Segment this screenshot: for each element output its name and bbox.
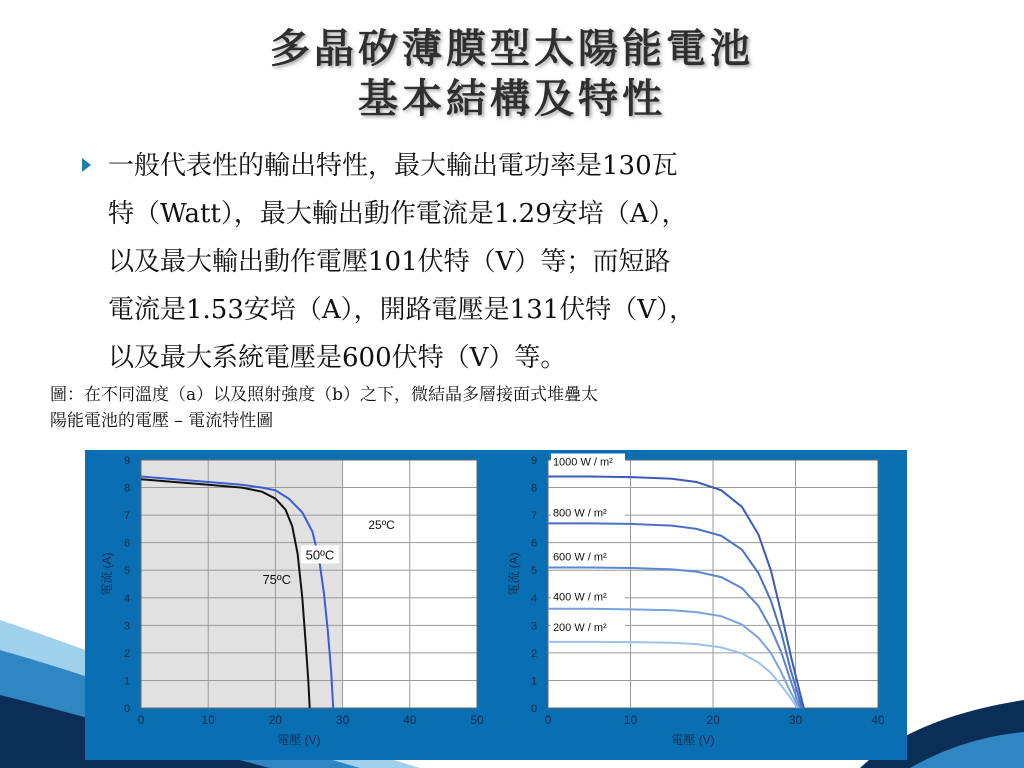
x-tick-label: 20: [268, 713, 283, 727]
slide-title-line-1: 多晶矽薄膜型太陽能電池: [270, 26, 754, 72]
slide-title: [0, 24, 1024, 124]
x-tick-label: 10: [201, 713, 215, 727]
x-tick-label: 50: [470, 713, 484, 727]
x-tick-label: 20: [706, 713, 720, 727]
y-tick-label: 5: [123, 565, 131, 578]
bullet-line: 一般代表性的輸出特性，最大輸出電功率是130瓦: [108, 151, 678, 181]
y-tick-label: 6: [123, 537, 131, 550]
x-tick-label: 0: [544, 713, 552, 727]
series-label-50c: 50ºC: [305, 547, 335, 563]
y-tick-label: 8: [123, 482, 131, 495]
caption-line-2: 陽能電池的電壓 – 電流特性圖: [50, 411, 274, 431]
y-tick-label: 8: [530, 482, 538, 495]
y-tick-label: 4: [530, 592, 538, 605]
x-tick-label: 40: [871, 713, 885, 727]
x-tick-label: 40: [403, 713, 417, 727]
y-axis-label: 電流 (A): [100, 552, 114, 596]
y-tick-label: 2: [123, 647, 131, 660]
iv-charts: [85, 450, 907, 760]
x-tick-label: 10: [623, 713, 638, 727]
y-tick-label: 4: [123, 592, 131, 605]
y-tick-label: 0: [123, 703, 131, 715]
y-tick-label: 7: [530, 510, 538, 523]
bullet-arrow-icon: [82, 158, 91, 172]
y-tick-label: 9: [123, 455, 131, 467]
x-tick-label: 30: [335, 713, 350, 727]
series-label: 200 W / m²: [552, 621, 607, 634]
series-label: 800 W / m²: [552, 507, 607, 520]
y-tick-label: 3: [530, 620, 538, 633]
y-tick-label: 2: [530, 647, 538, 660]
y-tick-label: 0: [530, 703, 538, 715]
series-label: 1000 W / m²: [552, 456, 613, 469]
iv-characteristic-figure: [85, 450, 907, 760]
bullet-line: 特（Watt），最大輸出動作電流是1.29安培（A），: [108, 199, 688, 229]
series-label: 600 W / m²: [552, 551, 607, 564]
y-tick-label: 9: [530, 455, 538, 467]
x-axis-label: 電壓 (V): [671, 733, 715, 747]
series-label-75c: 75ºC: [262, 572, 292, 587]
x-tick-label: 30: [788, 713, 803, 727]
x-tick-label: 0: [137, 713, 145, 727]
y-axis-label: 電流 (A): [507, 552, 521, 596]
bullet-line: 以及最大系統電壓是600伏特（V）等。: [108, 343, 567, 373]
y-tick-label: 1: [530, 675, 538, 688]
y-tick-label: 1: [123, 675, 131, 688]
series-label: 400 W / m²: [552, 591, 607, 604]
y-tick-label: 3: [123, 620, 131, 633]
caption-line-1: 圖：在不同溫度（a）以及照射強度（b）之下，微結晶多層接面式堆疊太: [50, 385, 599, 405]
y-tick-label: 6: [530, 537, 538, 550]
y-tick-label: 5: [530, 565, 538, 578]
x-axis-label: 電壓 (V): [277, 733, 321, 747]
y-tick-label: 7: [123, 510, 131, 523]
figure-caption: [50, 382, 970, 434]
shaded-region: [141, 460, 343, 708]
bullet-paragraph: [108, 142, 988, 382]
bullet-line: 電流是1.53安培（A），開路電壓是131伏特（V），: [108, 295, 696, 325]
slide-title-line-2: 基本結構及特性: [358, 76, 666, 122]
bullet-line: 以及最大輸出動作電壓101伏特（V）等；而短路: [108, 247, 671, 277]
annotation-25c: 25ºC: [368, 517, 395, 532]
